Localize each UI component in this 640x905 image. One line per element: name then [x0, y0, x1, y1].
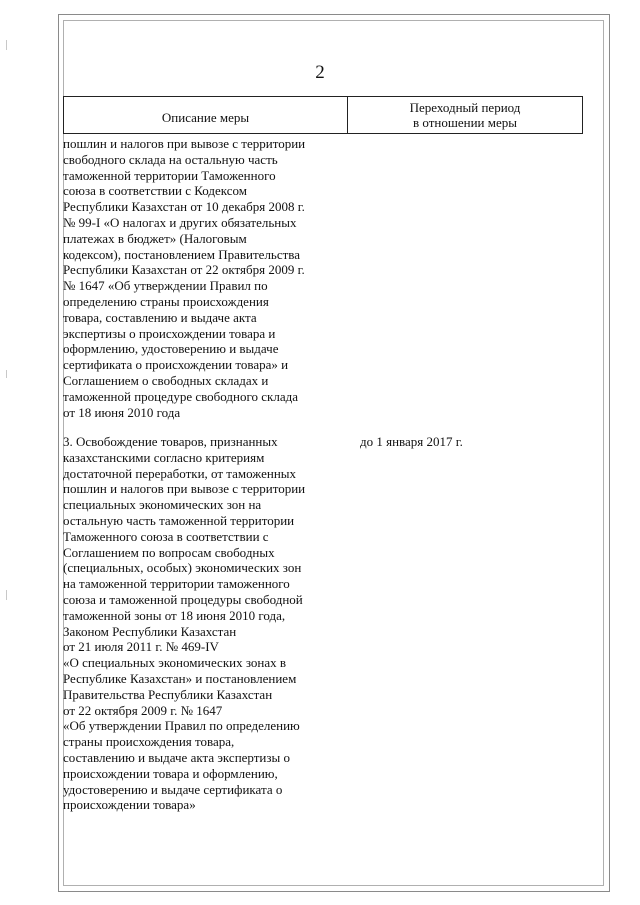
description-line: таможенной зоны от 18 июня 2010 года, — [63, 607, 286, 623]
table-row-1-description — [63, 136, 305, 420]
description-line: составлению и выдаче акта экспертизы о — [63, 749, 291, 765]
description-line: на таможенной территории таможенного — [63, 576, 290, 592]
table-row-2-description — [63, 434, 305, 813]
measures-table — [63, 96, 583, 134]
description-line: союза в соответствии с Кодексом — [63, 183, 248, 199]
table-row-2-period: до 1 января 2017 г. — [360, 434, 463, 449]
table-header-row — [63, 96, 583, 134]
description-line: «Об утверждении Правил по определению — [63, 718, 300, 734]
description-line: определению страны происхождения — [63, 293, 269, 309]
description-line: Законом Республики Казахстан — [63, 623, 237, 639]
header-transition-period-line2: в отношении меры — [413, 115, 517, 130]
description-line: товара, составлению и выдаче акта — [63, 309, 257, 325]
description-line: таможенной процедуре свободного склада — [63, 388, 298, 404]
description-line: таможенной территории Таможенного — [63, 167, 276, 183]
description-line: свободного склада на остальную часть — [63, 151, 278, 167]
description-line: оформлению, удостоверению и выдаче — [63, 341, 279, 357]
description-line: Республики Казахстан от 10 декабря 2008 г. — [63, 199, 305, 215]
description-line: Таможенного союза в соответствии с — [63, 528, 269, 544]
header-description: Описание меры — [64, 97, 348, 133]
description-line: происхождении товара» — [63, 797, 196, 813]
description-line: Правительства Республики Казахстан — [63, 686, 273, 702]
description-line: сертификата о происхождении товара» и — [63, 357, 289, 373]
scan-margin-mark — [6, 590, 7, 600]
header-transition-period-line1: Переходный период — [409, 100, 521, 115]
description-line: союза и таможенной процедуры свободной — [63, 591, 303, 607]
description-line: «О специальных экономических зонах в — [63, 655, 287, 671]
description-line: Соглашением по вопросам свободных — [63, 544, 275, 560]
header-transition-period — [348, 97, 582, 133]
description-line: остальную часть таможенной территории — [63, 512, 295, 528]
description-line: происхождении товара и оформлению, — [63, 765, 278, 781]
description-line: экспертизы о происхождении товара и — [63, 325, 276, 341]
description-line: Республики Казахстан от 22 октября 2009 г. — [63, 262, 305, 278]
description-line: от 22 октября 2009 г. № 1647 — [63, 702, 223, 718]
description-line: от 21 июля 2011 г. № 469-IV — [63, 639, 219, 655]
description-line: от 18 июня 2010 года — [63, 404, 181, 420]
scan-margin-mark — [6, 370, 7, 378]
description-line: пошлин и налогов при вывозе с территории — [63, 481, 306, 497]
description-line: (специальных, особых) экономических зон — [63, 560, 302, 576]
description-line: Соглашением о свободных складах и — [63, 372, 269, 388]
description-line: кодексом), постановлением Правительства — [63, 246, 301, 262]
page-number: 2 — [315, 62, 325, 83]
description-line: страны происхождения товара, — [63, 734, 235, 750]
description-line: пошлин и налогов при вывозе с территории — [63, 136, 306, 151]
description-line: 3. Освобождение товаров, признанных — [63, 434, 278, 449]
description-line: специальных экономических зон на — [63, 497, 262, 513]
description-line: достаточной переработки, от таможенных — [63, 465, 297, 481]
scan-margin-mark — [6, 40, 7, 50]
description-line: удостоверению и выдаче сертификата о — [63, 781, 283, 797]
description-line: платежах в бюджет» (Налоговым — [63, 230, 247, 246]
description-line: № 1647 «Об утверждении Правил по — [63, 278, 268, 294]
description-line: Республике Казахстан» и постановлением — [63, 670, 297, 686]
description-line: казахстанскими согласно критериям — [63, 449, 265, 465]
description-line: № 99-I «О налогах и других обязательных — [63, 214, 297, 230]
